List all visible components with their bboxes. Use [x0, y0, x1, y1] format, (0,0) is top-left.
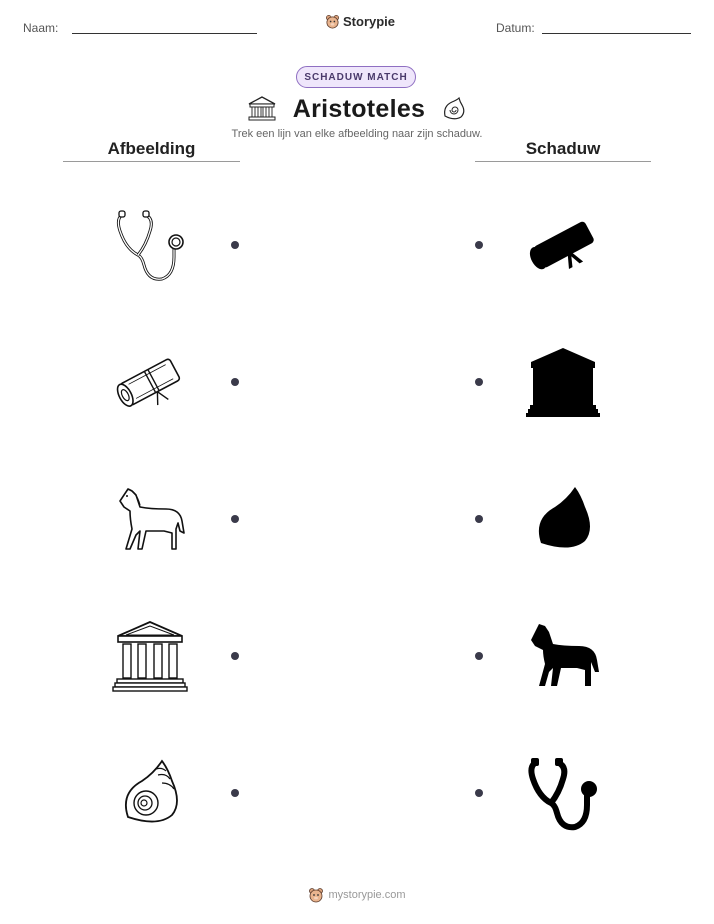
instructions: Trek een lijn van elke afbeelding naar zijn schaduw.	[231, 128, 483, 140]
temple-icon	[110, 616, 190, 696]
right-dot-5[interactable]	[475, 789, 483, 797]
brand-logo	[325, 14, 395, 29]
right-dot-4[interactable]	[475, 652, 483, 660]
page-title: Aristoteles	[292, 94, 426, 123]
horse-shadow-icon	[523, 616, 603, 696]
seashell-shadow-icon	[523, 479, 603, 559]
scroll-shadow-icon	[523, 205, 603, 285]
temple-icon	[247, 95, 277, 123]
right-column-rule	[475, 161, 651, 162]
activity-badge: SCHADUW MATCH	[296, 66, 416, 88]
right-column-heading: Schaduw	[525, 139, 601, 158]
seashell-icon	[110, 753, 190, 833]
footer	[0, 887, 714, 903]
footer-url[interactable]: mystorypie.com	[328, 889, 406, 901]
right-dot-3[interactable]	[475, 515, 483, 523]
date-label: Datum:	[496, 21, 535, 35]
left-dot-5[interactable]	[231, 789, 239, 797]
seashell-icon	[441, 96, 467, 122]
left-dot-2[interactable]	[231, 378, 239, 386]
left-dot-4[interactable]	[231, 652, 239, 660]
brand-name: Storypie	[343, 14, 396, 29]
right-dot-2[interactable]	[475, 378, 483, 386]
storypie-bear-icon	[325, 14, 340, 29]
name-line[interactable]	[72, 33, 257, 34]
left-dot-1[interactable]	[231, 241, 239, 249]
storypie-bear-icon	[308, 887, 324, 903]
scroll-icon	[110, 342, 190, 422]
stethoscope-icon	[110, 205, 190, 285]
title-row	[240, 92, 474, 126]
date-line[interactable]	[542, 33, 691, 34]
left-dot-3[interactable]	[231, 515, 239, 523]
stethoscope-shadow-icon	[523, 753, 603, 833]
left-column-rule	[63, 161, 240, 162]
right-dot-1[interactable]	[475, 241, 483, 249]
left-column-heading: Afbeelding	[107, 139, 196, 158]
horse-icon	[110, 479, 190, 559]
temple-shadow-icon	[523, 342, 603, 422]
name-label: Naam:	[23, 21, 59, 35]
